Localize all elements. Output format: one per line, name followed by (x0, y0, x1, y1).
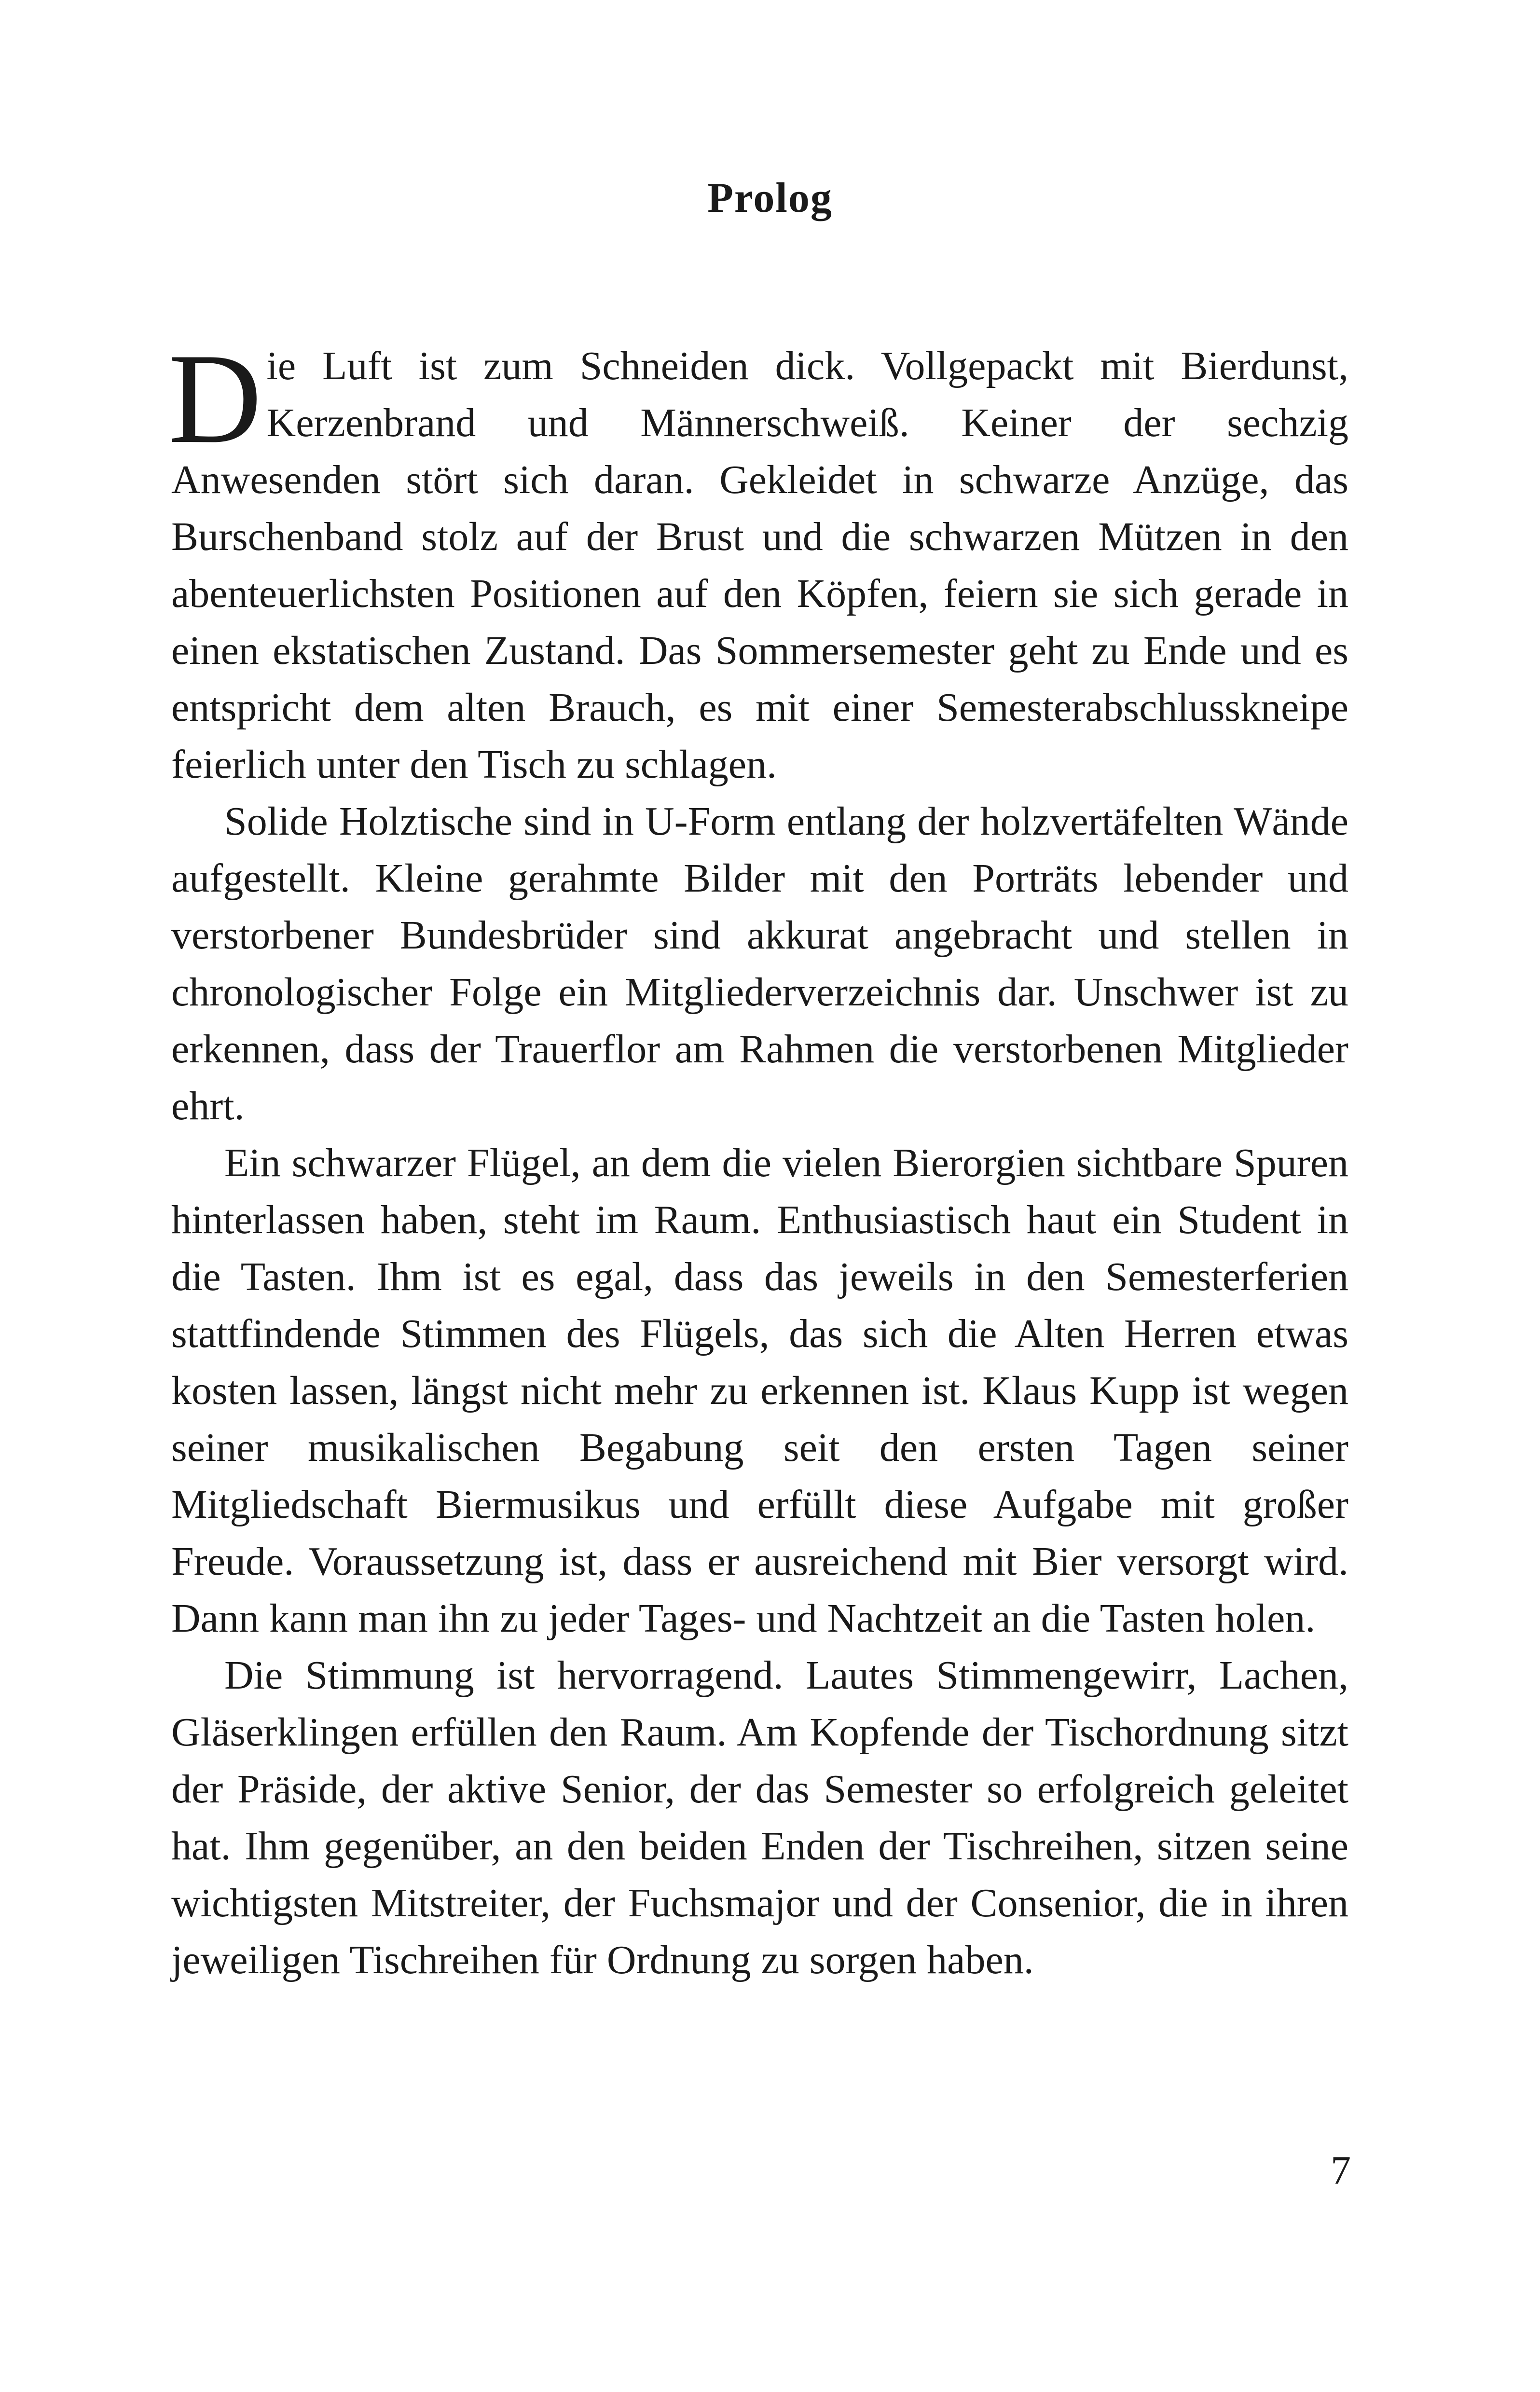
paragraph-4: Die Stimmung ist hervorragend. Lautes Stimmengewirr, Lachen, Gläserklingen erfüllen den Raum. Am Kopfende der Tischordnung sitzt der Präside, der aktive Senior, der das Semester so erfolgreich geleitet hat. Ihm gegenüber, an den beiden Enden der Tischreihen, sitzen seine wichtigsten Mitstreiter, der Fuchsmajor und der Consenior, die in ihren jeweiligen Tischreihen für Ordnung zu sorgen haben. (171, 1653, 1348, 1982)
paragraph-2: Solide Holztische sind in U-Form entlang der holzvertäfelten Wände aufgestellt. Kleine gerahmte Bilder mit den Porträts lebender und verstorbener Bundesbrüder sind akkurat angebracht und stellen in chronologischer Folge ein Mitgliederverzeichnis dar. Unschwer ist zu erkennen, dass der Trauerflor am Rahmen die verstorbenen Mitglieder ehrt. (171, 799, 1348, 1128)
body-text (168, 327, 1348, 1989)
drop-cap: D (168, 327, 262, 470)
paragraph-3: Ein schwarzer Flügel, an dem die vielen Bierorgien sichtbare Spuren hinterlassen haben, steht im Raum. Enthusiastisch haut ein Student in die Tasten. Ihm ist es egal, dass das jeweils in den Semesterferien stattfindende Stimmen des Flügels, das sich die Alten Herren etwas kosten lassen, längst nicht mehr zu erkennen ist. Klaus Kupp ist wegen seiner musikalischen Begabung seit den ersten Tagen seiner Mitgliedschaft Biermusikus und erfüllt diese Aufgabe mit großer Freude. Voraussetzung ist, dass er ausreichend mit Bier versorgt wird. Dann kann man ihn zu jeder Tages- und Nachtzeit an die Tasten holen. (171, 1141, 1348, 1641)
chapter-title: Prolog (707, 175, 833, 221)
paragraph-1-text: ie Luft ist zum Schneiden dick. Vollgepackt mit Bierdunst, Kerzenbrand und Männerschweiß. Keiner der sechzig Anwesenden stört sich daran. Gekleidet in schwarze Anzüge, das Burschenband stolz auf der Brust und die schwarzen Mützen in den abenteuerlichsten Positionen auf den Köpfen, feiern sie sich gerade in einen ekstatischen Zustand. Das Sommersemester geht zu Ende und es entspricht dem alten Brauch, es mit einer Semesterabschlusskneipe feierlich unter den Tisch zu schlagen. (171, 344, 1348, 787)
paragraph-1 (168, 327, 1348, 793)
page-number: 7 (1331, 2148, 1351, 2193)
